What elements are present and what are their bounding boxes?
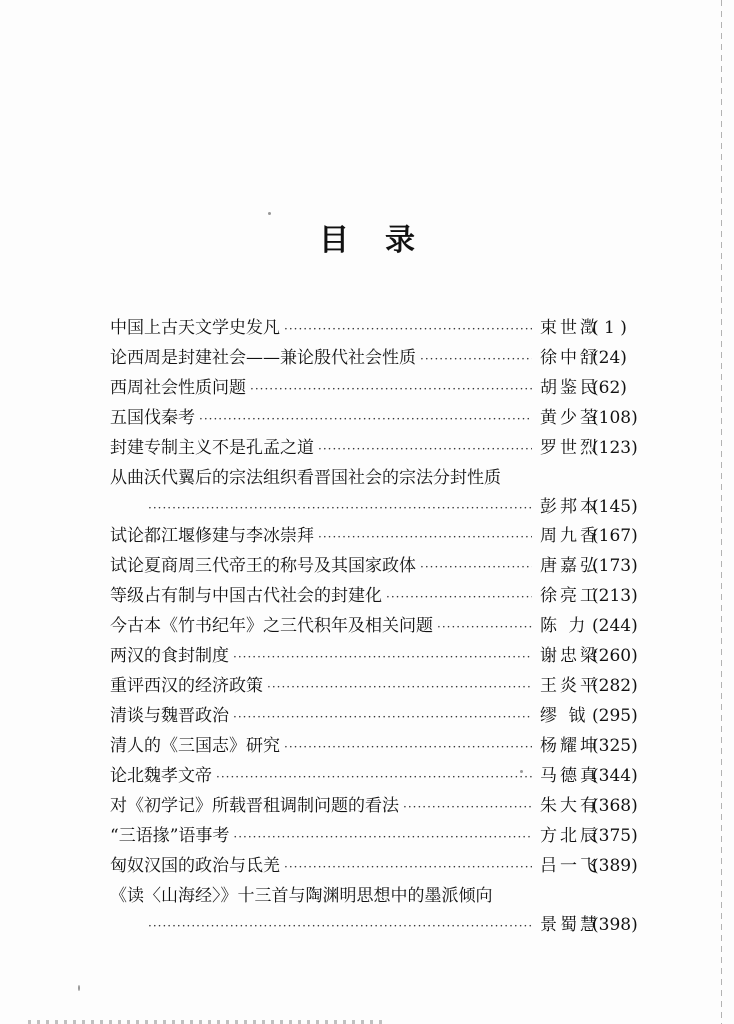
dot-leader bbox=[403, 792, 532, 822]
toc-entry[interactable] bbox=[110, 791, 638, 821]
toc-entry-author: 缪 钺 bbox=[540, 706, 589, 726]
toc-entry-title: 中国上古天文学史发凡 bbox=[110, 318, 280, 338]
dot-leader bbox=[284, 732, 532, 762]
toc-entry-author: 王炎平 bbox=[540, 676, 600, 696]
toc-entry[interactable] bbox=[110, 463, 638, 521]
dot-leader bbox=[420, 344, 532, 374]
toc-entry[interactable] bbox=[110, 731, 638, 761]
page-title: 目录 bbox=[319, 223, 451, 259]
toc-entry-page: (282) bbox=[592, 676, 638, 696]
toc-entry-title: 两汉的食封制度 bbox=[110, 646, 229, 666]
toc-entry-title: 《读〈山海经〉》十三首与陶渊明思想中的墨派倾向 bbox=[110, 886, 493, 906]
toc-entry-title: 等级占有制与中国古代社会的封建化 bbox=[110, 586, 382, 606]
toc-entry-author: 罗世烈 bbox=[540, 438, 600, 458]
toc-entry[interactable] bbox=[110, 521, 638, 551]
toc-entry[interactable] bbox=[110, 671, 638, 701]
scan-bottom-noise bbox=[28, 1020, 388, 1024]
dot-leader bbox=[284, 314, 532, 344]
toc-entry-title: 五国伐秦考 bbox=[110, 408, 195, 428]
dot-leader bbox=[250, 374, 532, 404]
toc-entry-title: 对《初学记》所载晋租调制问题的看法 bbox=[110, 796, 399, 816]
toc-entry-title: 西周社会性质问题 bbox=[110, 378, 246, 398]
toc-entry-author: 方北辰 bbox=[540, 826, 600, 846]
dot-leader bbox=[437, 612, 532, 642]
dot-leader bbox=[318, 522, 532, 552]
toc-entry-title: 封建专制主义不是孔孟之道 bbox=[110, 438, 314, 458]
table-of-contents bbox=[110, 313, 638, 939]
toc-entry[interactable] bbox=[110, 373, 638, 403]
page-edge-shadow bbox=[721, 0, 722, 1024]
toc-entry-page: (24) bbox=[592, 348, 627, 368]
toc-entry-author: 胡鉴民 bbox=[540, 378, 600, 398]
dot-leader bbox=[420, 552, 532, 582]
toc-entry-page: (123) bbox=[592, 438, 638, 458]
toc-entry-author: 谢忠梁 bbox=[540, 646, 600, 666]
scan-speck bbox=[268, 212, 271, 215]
toc-entry-title: 试论夏商周三代帝王的称号及其国家政体 bbox=[110, 556, 416, 576]
toc-entry-title: 试论都江堰修建与李冰崇拜 bbox=[110, 526, 314, 546]
toc-entry-title: 论西周是封建社会——兼论殷代社会性质 bbox=[110, 348, 416, 368]
scan-speck bbox=[78, 985, 80, 991]
toc-entry-title: 今古本《竹书纪年》之三代积年及相关问题 bbox=[110, 616, 433, 636]
toc-entry-title: 匈奴汉国的政治与氐羌 bbox=[110, 856, 280, 876]
toc-entry-title: 清人的《三国志》研究 bbox=[110, 736, 280, 756]
toc-entry-author: 吕一飞 bbox=[540, 856, 600, 876]
toc-entry[interactable] bbox=[110, 551, 638, 581]
toc-entry[interactable] bbox=[110, 313, 638, 343]
toc-entry-author: 杨耀坤 bbox=[540, 736, 600, 756]
toc-entry[interactable] bbox=[110, 641, 638, 671]
toc-entry-page: (167) bbox=[592, 526, 638, 546]
dot-leader bbox=[148, 912, 532, 942]
toc-entry-title: “三语掾”语事考 bbox=[110, 826, 230, 846]
toc-entry-page: (62) bbox=[592, 378, 627, 398]
toc-entry-page: (344) bbox=[592, 766, 638, 786]
dot-leader bbox=[199, 404, 532, 434]
toc-entry-title: 论北魏孝文帝 bbox=[110, 766, 212, 786]
toc-entry-title: 重评西汉的经济政策 bbox=[110, 676, 263, 696]
toc-entry-page: (375) bbox=[592, 826, 638, 846]
toc-entry[interactable] bbox=[110, 433, 638, 463]
toc-entry[interactable] bbox=[110, 581, 638, 611]
dot-leader bbox=[233, 822, 532, 852]
toc-entry-page: (368) bbox=[592, 796, 638, 816]
toc-entry-title: 清谈与魏晋政治 bbox=[110, 706, 229, 726]
dot-leader bbox=[386, 582, 532, 612]
toc-entry-page: (108) bbox=[592, 408, 638, 428]
toc-entry[interactable] bbox=[110, 403, 638, 433]
toc-entry[interactable] bbox=[110, 611, 638, 641]
toc-entry-author: 彭邦本 bbox=[540, 497, 600, 517]
dot-leader bbox=[233, 642, 532, 672]
toc-entry[interactable] bbox=[110, 343, 638, 373]
dot-leader bbox=[284, 852, 532, 882]
toc-entry-page: ( 1 ) bbox=[592, 318, 627, 338]
dot-leader bbox=[148, 494, 532, 524]
toc-entry-page: (173) bbox=[592, 556, 638, 576]
dot-leader bbox=[233, 702, 532, 732]
toc-entry-page: (213) bbox=[592, 586, 638, 606]
toc-entry-author: 徐亮工 bbox=[540, 586, 600, 606]
dot-leader bbox=[267, 672, 532, 702]
toc-entry-page: (398) bbox=[592, 915, 638, 935]
dot-leader bbox=[216, 762, 532, 792]
toc-entry-page: (325) bbox=[592, 736, 638, 756]
toc-entry-author: 徐中舒 bbox=[540, 348, 600, 368]
toc-entry-author: 周九香 bbox=[540, 526, 600, 546]
toc-entry-author: 黄少荃 bbox=[540, 408, 600, 428]
toc-entry-page: (260) bbox=[592, 646, 638, 666]
toc-entry[interactable] bbox=[110, 851, 638, 881]
toc-entry-page: (389) bbox=[592, 856, 638, 876]
toc-entry-author: 唐嘉弘 bbox=[540, 556, 600, 576]
toc-entry-page: (295) bbox=[592, 706, 638, 726]
toc-entry-author: 朱大有 bbox=[540, 796, 600, 816]
toc-entry-author: 束世澂 bbox=[540, 318, 600, 338]
toc-entry-author: 景蜀慧 bbox=[540, 915, 600, 935]
toc-entry-page: (244) bbox=[592, 616, 638, 636]
toc-entry[interactable] bbox=[110, 821, 638, 851]
toc-entry[interactable] bbox=[110, 701, 638, 731]
toc-entry-author: 马德真 bbox=[540, 766, 600, 786]
toc-entry-page: (145) bbox=[592, 497, 638, 517]
toc-entry[interactable] bbox=[110, 881, 638, 939]
toc-entry-title: 从曲沃代翼后的宗法组织看晋国社会的宗法分封性质 bbox=[110, 468, 501, 488]
toc-entry-author: 陈 力 bbox=[540, 616, 589, 636]
dot-leader bbox=[318, 434, 532, 464]
toc-entry[interactable] bbox=[110, 761, 638, 791]
